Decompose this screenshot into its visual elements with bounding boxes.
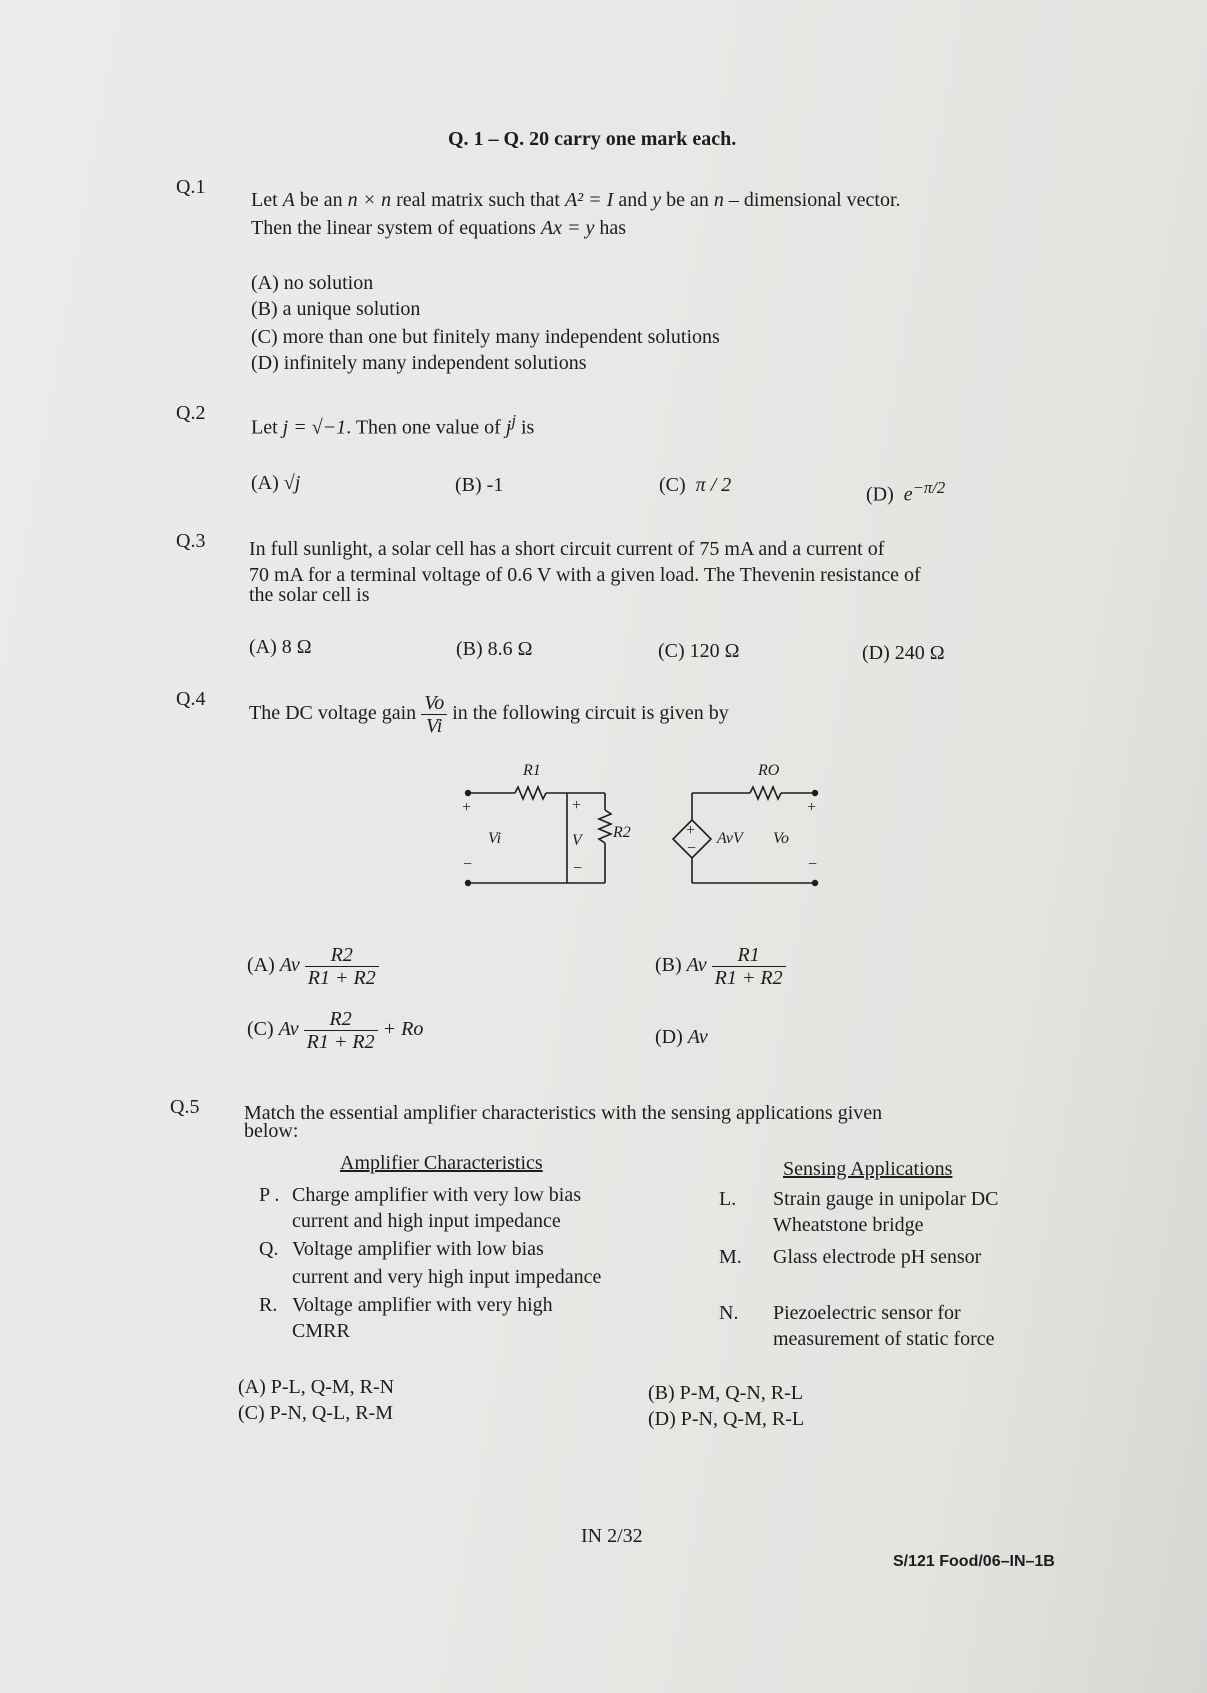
q4-option-b: (B) Av $\frac{R1}{R1 + R2}$ xyxy=(655,944,786,989)
q5-left-item-p-label: P . xyxy=(259,1184,280,1206)
print-code: S/121 Food/06–IN–1B xyxy=(893,1553,1055,1570)
q5-number: Q.5 xyxy=(170,1096,200,1118)
q2-text: Let j = √−1. Then one value of $j^j$ is xyxy=(251,411,535,439)
q5-left-column-heading: Amplifier Characteristics xyxy=(340,1152,543,1174)
label-r1: R1 xyxy=(523,762,541,779)
page-number: IN 2/32 xyxy=(581,1525,643,1547)
vi-terminal-bottom xyxy=(465,880,471,886)
source-plus: + xyxy=(686,822,696,839)
q4-text: The DC voltage gain $\frac{Vo}{Vi}$ in the following circuit is given by xyxy=(249,692,729,737)
q5-left-item-p-line1: Charge amplifier with very low bias xyxy=(292,1184,582,1206)
q5-right-item-m-line1: Glass electrode pH sensor xyxy=(773,1246,982,1268)
q3-option-d: (D) 240 Ω xyxy=(862,642,945,664)
q2-option-b: (B) -1 xyxy=(455,474,504,496)
q5-option-b: (B) P-M, Q-N, R-L xyxy=(648,1382,803,1404)
label-vo: Vo xyxy=(773,830,789,847)
q5-right-item-m-label: M. xyxy=(719,1246,742,1268)
q3-option-a: (A) 8 Ω xyxy=(249,636,312,658)
q1-option-a: (A) no solution xyxy=(251,272,374,294)
label-r2: R2 xyxy=(613,824,631,841)
vo-terminal-bottom xyxy=(812,880,818,886)
q2-option-c: (C) π / 2 xyxy=(659,474,732,496)
q4-option-d: (D) Av xyxy=(655,1026,708,1048)
q5-right-column-heading: Sensing Applications xyxy=(783,1158,953,1180)
q1-number: Q.1 xyxy=(176,176,206,198)
vo-plus: + xyxy=(807,799,817,816)
q5-text-line1: Match the essential amplifier characteristics with the sensing applications given xyxy=(244,1102,883,1124)
q1-text-line2: Then the linear system of equations Ax = y has xyxy=(251,217,627,239)
v-plus: + xyxy=(572,797,582,814)
vi-terminal-top xyxy=(465,790,471,796)
label-vi: Vi xyxy=(488,830,502,847)
q5-right-item-n-line2: measurement of static force xyxy=(773,1328,995,1350)
q1-option-d: (D) infinitely many independent solutions xyxy=(251,352,587,374)
gain-fraction: $\frac{Vo}{Vi}$ xyxy=(421,692,447,737)
vo-terminal-top xyxy=(812,790,818,796)
q4-circuit-diagram xyxy=(455,755,835,890)
q5-left-item-r-line1: Voltage amplifier with very high xyxy=(292,1294,553,1316)
q3-number: Q.3 xyxy=(176,530,206,552)
q5-right-item-l-label: L. xyxy=(719,1188,737,1210)
q5-right-item-n-label: N. xyxy=(719,1302,739,1324)
q4-option-a: (A) Av $\frac{R2}{R1 + R2}$ xyxy=(247,944,379,989)
q5-left-item-q-line1: Voltage amplifier with low bias xyxy=(292,1238,544,1260)
label-gain: AvV xyxy=(717,830,743,847)
q3-text-line2: 70 mA for a terminal voltage of 0.6 V with a given load. The Thevenin resistance of xyxy=(249,564,921,586)
q5-left-item-p-line2: current and high input impedance xyxy=(292,1210,561,1232)
vi-minus: − xyxy=(463,856,473,873)
q3-text-line3: the solar cell is xyxy=(249,584,370,606)
q5-left-item-r-label: R. xyxy=(259,1294,278,1316)
label-v: V xyxy=(572,832,582,849)
vi-plus: + xyxy=(462,799,472,816)
q5-text-line2: below: xyxy=(244,1120,299,1142)
q1-option-b: (B) a unique solution xyxy=(251,298,421,320)
q2-option-d: (D) $e^{-\pi/2}$ xyxy=(866,478,946,506)
q1-text-line1: Let A be an n × n real matrix such that A² = I and y be an n – dimensional vector. xyxy=(251,189,901,211)
q2-number: Q.2 xyxy=(176,402,206,424)
q5-option-c: (C) P-N, Q-L, R-M xyxy=(238,1402,393,1424)
q5-left-item-q-line2: current and very high input impedance xyxy=(292,1266,602,1288)
v-minus: − xyxy=(573,860,583,877)
q2-option-a: (A) √j xyxy=(251,472,301,494)
q3-option-c: (C) 120 Ω xyxy=(658,640,740,662)
q5-right-item-n-line1: Piezoelectric sensor for xyxy=(773,1302,961,1324)
q4-number: Q.4 xyxy=(176,688,206,710)
q3-option-b: (B) 8.6 Ω xyxy=(456,638,533,660)
q5-option-a: (A) P-L, Q-M, R-N xyxy=(238,1376,395,1398)
q4-option-c: (C) Av $\frac{R2}{R1 + R2}$ + Ro xyxy=(247,1008,424,1053)
q5-right-item-l-line2: Wheatstone bridge xyxy=(773,1214,924,1236)
section-header: Q. 1 – Q. 20 carry one mark each. xyxy=(448,128,737,150)
vo-minus: − xyxy=(808,856,818,873)
q5-left-item-q-label: Q. xyxy=(259,1238,279,1260)
q3-text-line1: In full sunlight, a solar cell has a short circuit current of 75 mA and a current of xyxy=(249,538,885,560)
source-minus: − xyxy=(687,840,697,857)
q5-left-item-r-line2: CMRR xyxy=(292,1320,350,1342)
q5-right-item-l-line1: Strain gauge in unipolar DC xyxy=(773,1188,999,1210)
q5-option-d: (D) P-N, Q-M, R-L xyxy=(648,1408,805,1430)
q1-option-c: (C) more than one but finitely many independent solutions xyxy=(251,326,720,348)
label-r0: RO xyxy=(758,762,780,779)
